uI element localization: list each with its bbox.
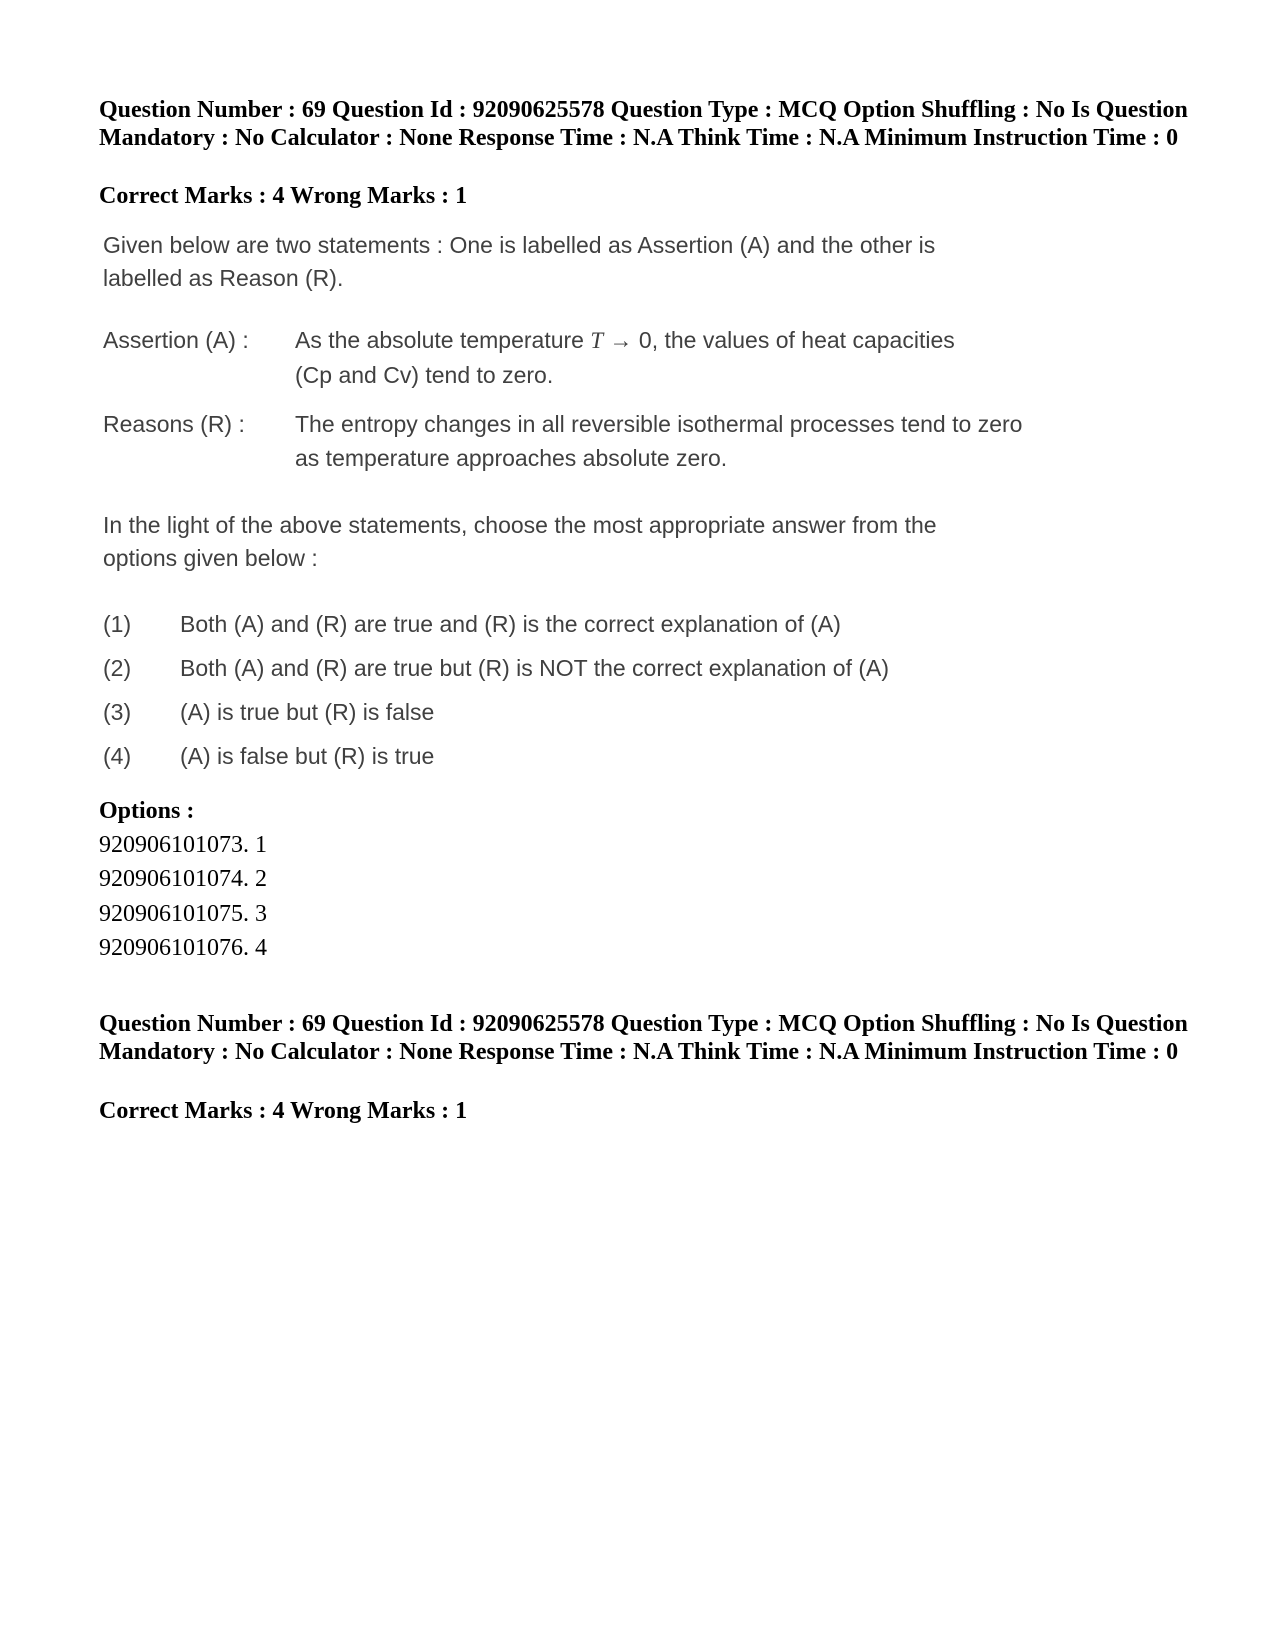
question-intro-line2: labelled as Reason (R). xyxy=(103,265,344,291)
option-item: 920906101073. 1 xyxy=(99,832,267,858)
option-item: 920906101074. 2 xyxy=(99,866,267,892)
choice-text: Both (A) and (R) are true and (R) is the correct explanation of (A) xyxy=(180,611,841,637)
choice-number: (2) xyxy=(103,655,132,681)
question-meta: Question Number : 69 Question Id : 92090625578 Question Type : MCQ Option Shuffling : No Is Question Mandatory : No Calculator : None Response Time : N.A Think Time : N.A Minimum Instruction Time : 0 xyxy=(99,1011,1188,1065)
assertion-text-line2: (Cp and Cv) tend to zero. xyxy=(295,362,554,388)
assertion-text-pre: As the absolute temperature xyxy=(295,327,591,353)
assertion-label: Assertion (A) : xyxy=(103,327,249,353)
choice-number: (1) xyxy=(103,611,132,637)
question-meta: Question Number : 69 Question Id : 92090625578 Question Type : MCQ Option Shuffling : No Is Question Mandatory : No Calculator : None Response Time : N.A Think Time : N.A Minimum Instruction Time : 0 xyxy=(99,97,1188,151)
question-prompt-line1: In the light of the above statements, choose the most appropriate answer from the xyxy=(103,512,937,538)
choice-text: (A) is false but (R) is true xyxy=(180,743,435,769)
assertion-text-post: → 0, the values of heat capacities xyxy=(603,327,955,353)
temperature-symbol: T xyxy=(590,328,604,353)
options-heading: Options : xyxy=(99,798,195,824)
option-item: 920906101076. 4 xyxy=(99,935,267,961)
choice-number: (3) xyxy=(103,699,132,725)
option-item: 920906101075. 3 xyxy=(99,901,267,927)
choice-number: (4) xyxy=(103,743,132,769)
assertion-text xyxy=(295,323,1125,392)
question-intro-line1: Given below are two statements : One is labelled as Assertion (A) and the other is xyxy=(103,232,936,258)
choice-text: (A) is true but (R) is false xyxy=(180,699,435,725)
question-prompt-line2: options given below : xyxy=(103,545,318,571)
reason-text-line1: The entropy changes in all reversible isothermal processes tend to zero xyxy=(295,411,1023,437)
reason-label: Reasons (R) : xyxy=(103,411,245,437)
reason-text-line2: as temperature approaches absolute zero. xyxy=(295,445,728,471)
choice-text: Both (A) and (R) are true but (R) is NOT the correct explanation of (A) xyxy=(180,655,890,681)
reason-text xyxy=(295,407,1125,475)
question-marks: Correct Marks : 4 Wrong Marks : 1 xyxy=(99,1098,468,1124)
question-marks: Correct Marks : 4 Wrong Marks : 1 xyxy=(99,183,468,209)
